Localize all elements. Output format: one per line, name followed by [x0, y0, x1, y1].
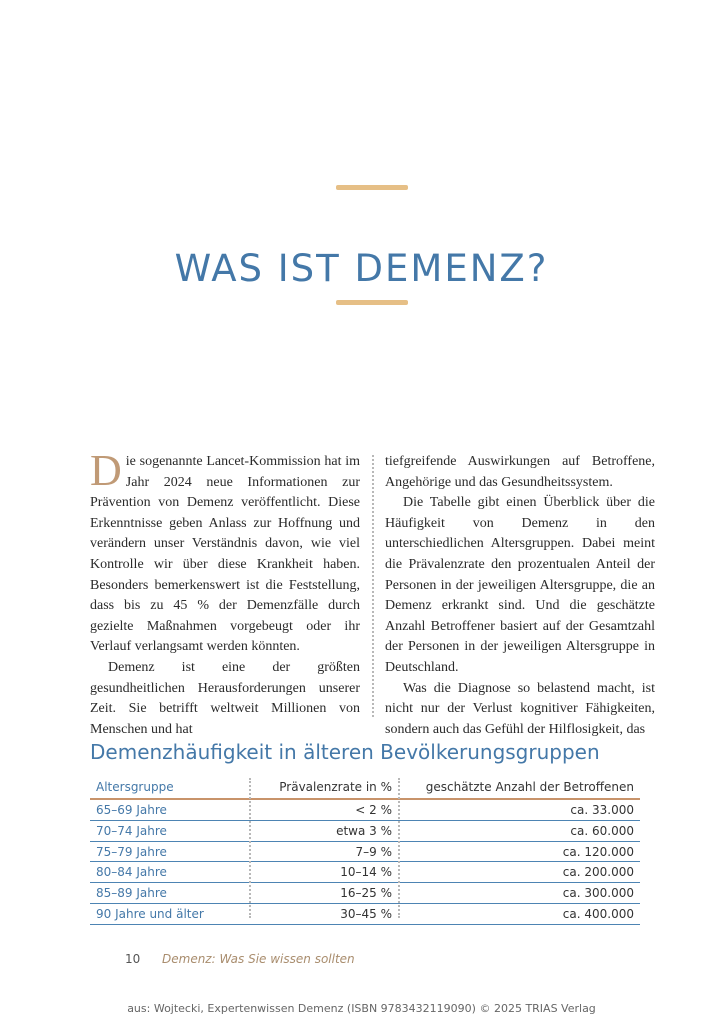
table-cell: ca. 120.000 — [562, 844, 634, 859]
table-row — [90, 883, 640, 904]
table-row — [90, 842, 640, 863]
table-cell: etwa 3 % — [336, 823, 392, 838]
table-cell: ca. 400.000 — [562, 906, 634, 921]
source-credit: aus: Wojtecki, Expertenwissen Demenz (ISBN 9783432119090) © 2025 TRIAS Verlag — [127, 1002, 596, 1015]
text-column-right — [385, 452, 655, 740]
prevalence-table — [90, 776, 640, 925]
table-cell: 75–79 Jahre — [96, 844, 167, 859]
paragraph: Demenz ist eine der größten gesundheitlichen Herausforderungen unserer Zeit. Sie betrifft weltweit Millionen von Menschen und hat — [90, 659, 360, 737]
page-number: 10 — [125, 952, 141, 966]
table-header-row — [90, 776, 640, 800]
table-column-divider — [398, 778, 400, 918]
table-cell: ca. 300.000 — [562, 886, 634, 901]
decorative-rule-top — [336, 185, 408, 190]
table-cell: 7–9 % — [355, 844, 392, 859]
table-cell: < 2 % — [355, 803, 392, 817]
paragraph: Die Tabelle gibt einen Überblick über die Häufigkeit von Demenz in den unterschiedlichen Altersgruppen. Dabei meint die Prävalenzrate den prozentualen Anteil der Personen in der jeweiligen Altersgruppe, die an Demenz erkrankt sind. Und die geschätzte Anzahl Betroffener basiert auf der Gesamtzahl der Personen in der jeweiligen Altersgruppe in Deutschland. — [385, 495, 655, 675]
table-cell: ca. 200.000 — [562, 865, 634, 880]
table-row — [90, 862, 640, 883]
text-column-left — [90, 446, 360, 740]
table-cell: 80–84 Jahre — [96, 865, 167, 880]
table-cell: 30–45 % — [340, 906, 392, 921]
table-row — [90, 821, 640, 842]
paragraph: Was die Diagnose so belastend macht, ist nicht nur der Verlust kognitiver Fähigkeiten, sondern auch das Gefühl der Hilflosigkeit, das — [385, 680, 655, 737]
table-cell: ca. 60.000 — [570, 823, 634, 838]
column-header: geschätzte Anzahl der Betroffenen — [425, 780, 634, 794]
running-footer-title: Demenz: Was Sie wissen sollten — [162, 952, 355, 966]
column-header: Altersgruppe — [96, 780, 174, 794]
paragraph-text: ie sogenannte Lancet-Kommission hat im Jahr 2024 neue Informationen zur Prävention von Demenz veröffentlicht. Diese Erkenntnisse geben Anlass zur Hoffnung und verändern unser Verständnis davon, wie viel Kontrolle wir über diese Krankheit haben. Besonders bemerkenswert ist die Feststellung, dass bis zu 45 % der Demenzfälle durch gezielte Maßnahmen vorgebeugt oder ihr Verlauf verlangsamt werden könnten. — [90, 454, 360, 655]
drop-cap: D — [90, 446, 122, 495]
table-cell: 16–25 % — [340, 886, 392, 901]
table-cell: 65–69 Jahre — [96, 803, 167, 817]
table-cell: ca. 33.000 — [570, 803, 634, 817]
table-cell: 90 Jahre und älter — [96, 906, 204, 921]
paragraph — [90, 446, 360, 658]
table-row — [90, 904, 640, 925]
table-column-divider — [249, 778, 251, 918]
decorative-rule-bottom — [336, 300, 408, 305]
chapter-title: WAS IST DEMENZ? — [174, 246, 549, 290]
paragraph: tiefgreifende Auswirkungen auf Betroffene, Angehörige und das Gesundheitssystem. — [385, 454, 655, 490]
table-row — [90, 800, 640, 821]
table-cell: 10–14 % — [340, 865, 392, 880]
column-header: Prävalenzrate in % — [279, 780, 392, 794]
table-cell: 70–74 Jahre — [96, 823, 167, 838]
table-cell: 85–89 Jahre — [96, 886, 167, 901]
table-heading: Demenzhäufigkeit in älteren Bevölkerungsgruppen — [90, 740, 600, 764]
column-divider — [372, 455, 374, 717]
